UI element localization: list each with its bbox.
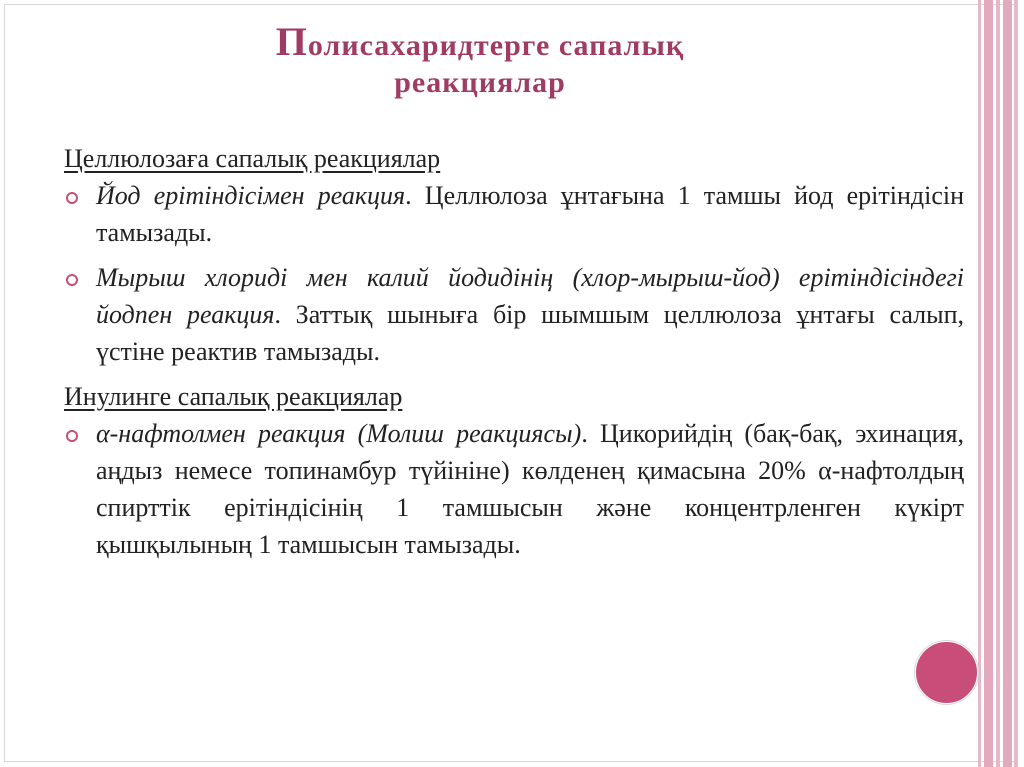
section-heading-inulin: Инулинге сапалық реакциялар: [64, 382, 403, 411]
slide-content: [64, 140, 964, 571]
reaction-text: . Заттық шыныға бір шымшым целлюлоза ұнтағы салып, үстіне реактив тамызады.: [96, 300, 964, 366]
bullet-ring-icon: [66, 192, 78, 204]
section-heading-cellulose: Целлюлозаға сапалық реакциялар: [64, 144, 441, 173]
reaction-name: Йод ерітіндісімен реакция: [96, 181, 406, 210]
title-line1-rest: олисахаридтерге сапалық: [307, 29, 685, 62]
decorative-stripe: [996, 0, 1000, 767]
reaction-name: Мырыш хлориді мен калий йодидінің (хлор-мырыш-йод) ерітіндісіндегі йодпен реакция: [96, 263, 964, 329]
slide-title-line2: реакциялар: [394, 66, 566, 99]
reaction-name: α-нафтолмен реакция (Молиш реакциясы): [96, 419, 582, 448]
decorative-stripe: [984, 0, 993, 767]
list-item: [64, 415, 964, 563]
list-item: [64, 177, 964, 251]
bullet-ring-icon: [66, 274, 78, 286]
decorative-stripe: [1003, 0, 1012, 767]
reaction-text: . Целлюлоза ұнтағына 1 тамшы йод ерітіндісін тамызады.: [96, 181, 964, 247]
reaction-text: . Цикорийдің (бақ-бақ, эхинация, аңдыз немесе топинамбур түйініне) көлденең қимасына 20% α-нафтолдың спирттік ерітіндісінің 1 тамшысын және концентрленген күкірт қышқылының 1 тамшысын тамызады.: [96, 419, 964, 559]
title-initial: П: [275, 19, 308, 64]
decorative-stripe: [978, 0, 981, 767]
slide-title: [60, 18, 900, 65]
decorative-circle: [915, 641, 978, 704]
bullet-ring-icon: [66, 430, 78, 442]
list-item: [64, 259, 964, 370]
decorative-stripe: [1014, 0, 1018, 767]
